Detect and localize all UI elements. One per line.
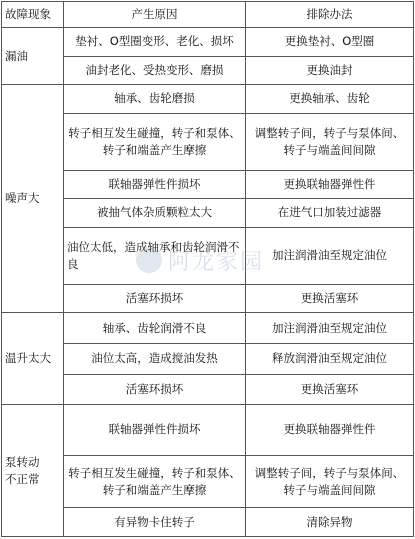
fault-table <box>1 1 414 537</box>
table-row <box>2 28 414 57</box>
cause-cell <box>64 85 246 114</box>
cause-cell <box>64 374 246 405</box>
remedy-line: 释放润滑油至规定油位 <box>272 351 387 366</box>
remedy-cell <box>246 199 414 228</box>
cause-cell <box>64 56 246 85</box>
cause-line: 被抽气体杂质颗粒太大 <box>97 205 212 220</box>
cause-cell <box>64 343 246 374</box>
phenomenon-line: 泵转动 <box>5 454 40 469</box>
remedy-cell <box>246 113 414 170</box>
cause-line: 油位太高，造成搅油发热 <box>91 351 218 366</box>
header-remedy: 排除办法 <box>246 2 414 28</box>
remedy-cell <box>246 374 414 405</box>
cause-line: 转子和端盖产生摩擦 <box>102 142 207 157</box>
remedy-line: 在进气口加装过滤器 <box>277 205 382 220</box>
remedy-line: 更换联轴器弹性件 <box>283 176 376 191</box>
cause-line: 转子相互发生碰撞，转子和泵体、 <box>68 125 241 140</box>
table-row <box>2 199 414 228</box>
table-row <box>2 227 414 284</box>
phenomenon-cell <box>2 313 64 405</box>
cause-line: 联轴器弹性件损坏 <box>108 422 201 437</box>
phenomenon-text: 温升太大 <box>5 351 51 366</box>
remedy-line: 更换轴承、齿轮 <box>289 91 370 106</box>
remedy-cell <box>246 28 414 57</box>
cause-cell <box>64 405 246 455</box>
cause-line: 轴承、齿轮润滑不良 <box>102 320 207 335</box>
remedy-cell <box>246 343 414 374</box>
header-row <box>2 2 414 28</box>
header-phenomenon: 故障现象 <box>2 2 64 28</box>
table-row <box>2 374 414 405</box>
remedy-line: 更换油封 <box>306 62 353 77</box>
remedy-line: 更换垫衬、O型圈 <box>284 34 375 49</box>
remedy-cell <box>246 56 414 85</box>
remedy-cell <box>246 508 414 537</box>
remedy-line: 更换活塞环 <box>300 381 359 396</box>
table-row <box>2 85 414 114</box>
remedy-cell <box>246 227 414 284</box>
remedy-cell <box>246 405 414 455</box>
cause-cell <box>64 227 246 284</box>
remedy-cell <box>246 284 414 313</box>
cause-line: 轴承、齿轮磨损 <box>114 91 195 106</box>
header-cause: 产生原因 <box>64 2 246 28</box>
table-row <box>2 56 414 85</box>
remedy-line: 转子与端盖间间隙 <box>283 142 376 157</box>
remedy-line: 加注润滑油至规定油位 <box>272 248 387 263</box>
cause-cell <box>64 113 246 170</box>
phenomenon-line: 不正常 <box>5 471 40 486</box>
table-row <box>2 455 414 508</box>
cause-line: 联轴器弹性件损坏 <box>108 176 201 191</box>
remedy-line: 更换活塞环 <box>300 290 359 305</box>
table-body <box>2 28 414 537</box>
cause-cell <box>64 199 246 228</box>
remedy-cell <box>246 455 414 508</box>
phenomenon-text: 漏油 <box>5 48 28 63</box>
remedy-cell <box>246 85 414 114</box>
cause-cell <box>64 455 246 508</box>
cause-line: 油封老化、受热变形、磨损 <box>85 62 224 77</box>
phenomenon-cell <box>2 28 64 85</box>
cause-line: 垫衬、O型圈变形、老化、损坏 <box>75 34 234 49</box>
cause-cell <box>64 170 246 199</box>
cause-line: 有异物卡住转子 <box>114 514 195 529</box>
cause-line: 活塞环损坏 <box>125 290 184 305</box>
phenomenon-text: 噪声大 <box>5 191 40 206</box>
cause-line: 转子相互发生碰撞，转子和泵体、 <box>68 465 241 480</box>
table-row <box>2 284 414 313</box>
remedy-line: 转子与端盖间间隙 <box>283 482 376 497</box>
cause-line: 转子和端盖产生摩擦 <box>102 482 207 497</box>
cause-cell <box>64 508 246 537</box>
cause-cell <box>64 284 246 313</box>
remedy-line: 加注润滑油至规定油位 <box>272 320 387 335</box>
cause-line: 油位太低，造成轴承和齿轮润滑不 <box>67 239 240 254</box>
table-row <box>2 313 414 344</box>
cause-cell <box>64 313 246 344</box>
table-row <box>2 405 414 455</box>
cause-cell <box>64 28 246 57</box>
table-row <box>2 170 414 199</box>
remedy-line: 更换联轴器弹性件 <box>283 422 376 437</box>
remedy-cell <box>246 170 414 199</box>
remedy-line: 调整转子间，转子与泵体间、 <box>254 125 405 140</box>
table-row <box>2 113 414 170</box>
table-row <box>2 343 414 374</box>
phenomenon-cell <box>2 405 64 537</box>
remedy-line: 清除异物 <box>306 514 353 529</box>
phenomenon-cell <box>2 85 64 313</box>
cause-line: 良 <box>67 256 79 271</box>
remedy-line: 调整转子间，转子与泵体间、 <box>254 465 405 480</box>
cause-line: 活塞环损坏 <box>125 381 184 396</box>
remedy-cell <box>246 313 414 344</box>
table-row <box>2 508 414 537</box>
watermark-text: 阿龙家园 <box>167 249 264 275</box>
